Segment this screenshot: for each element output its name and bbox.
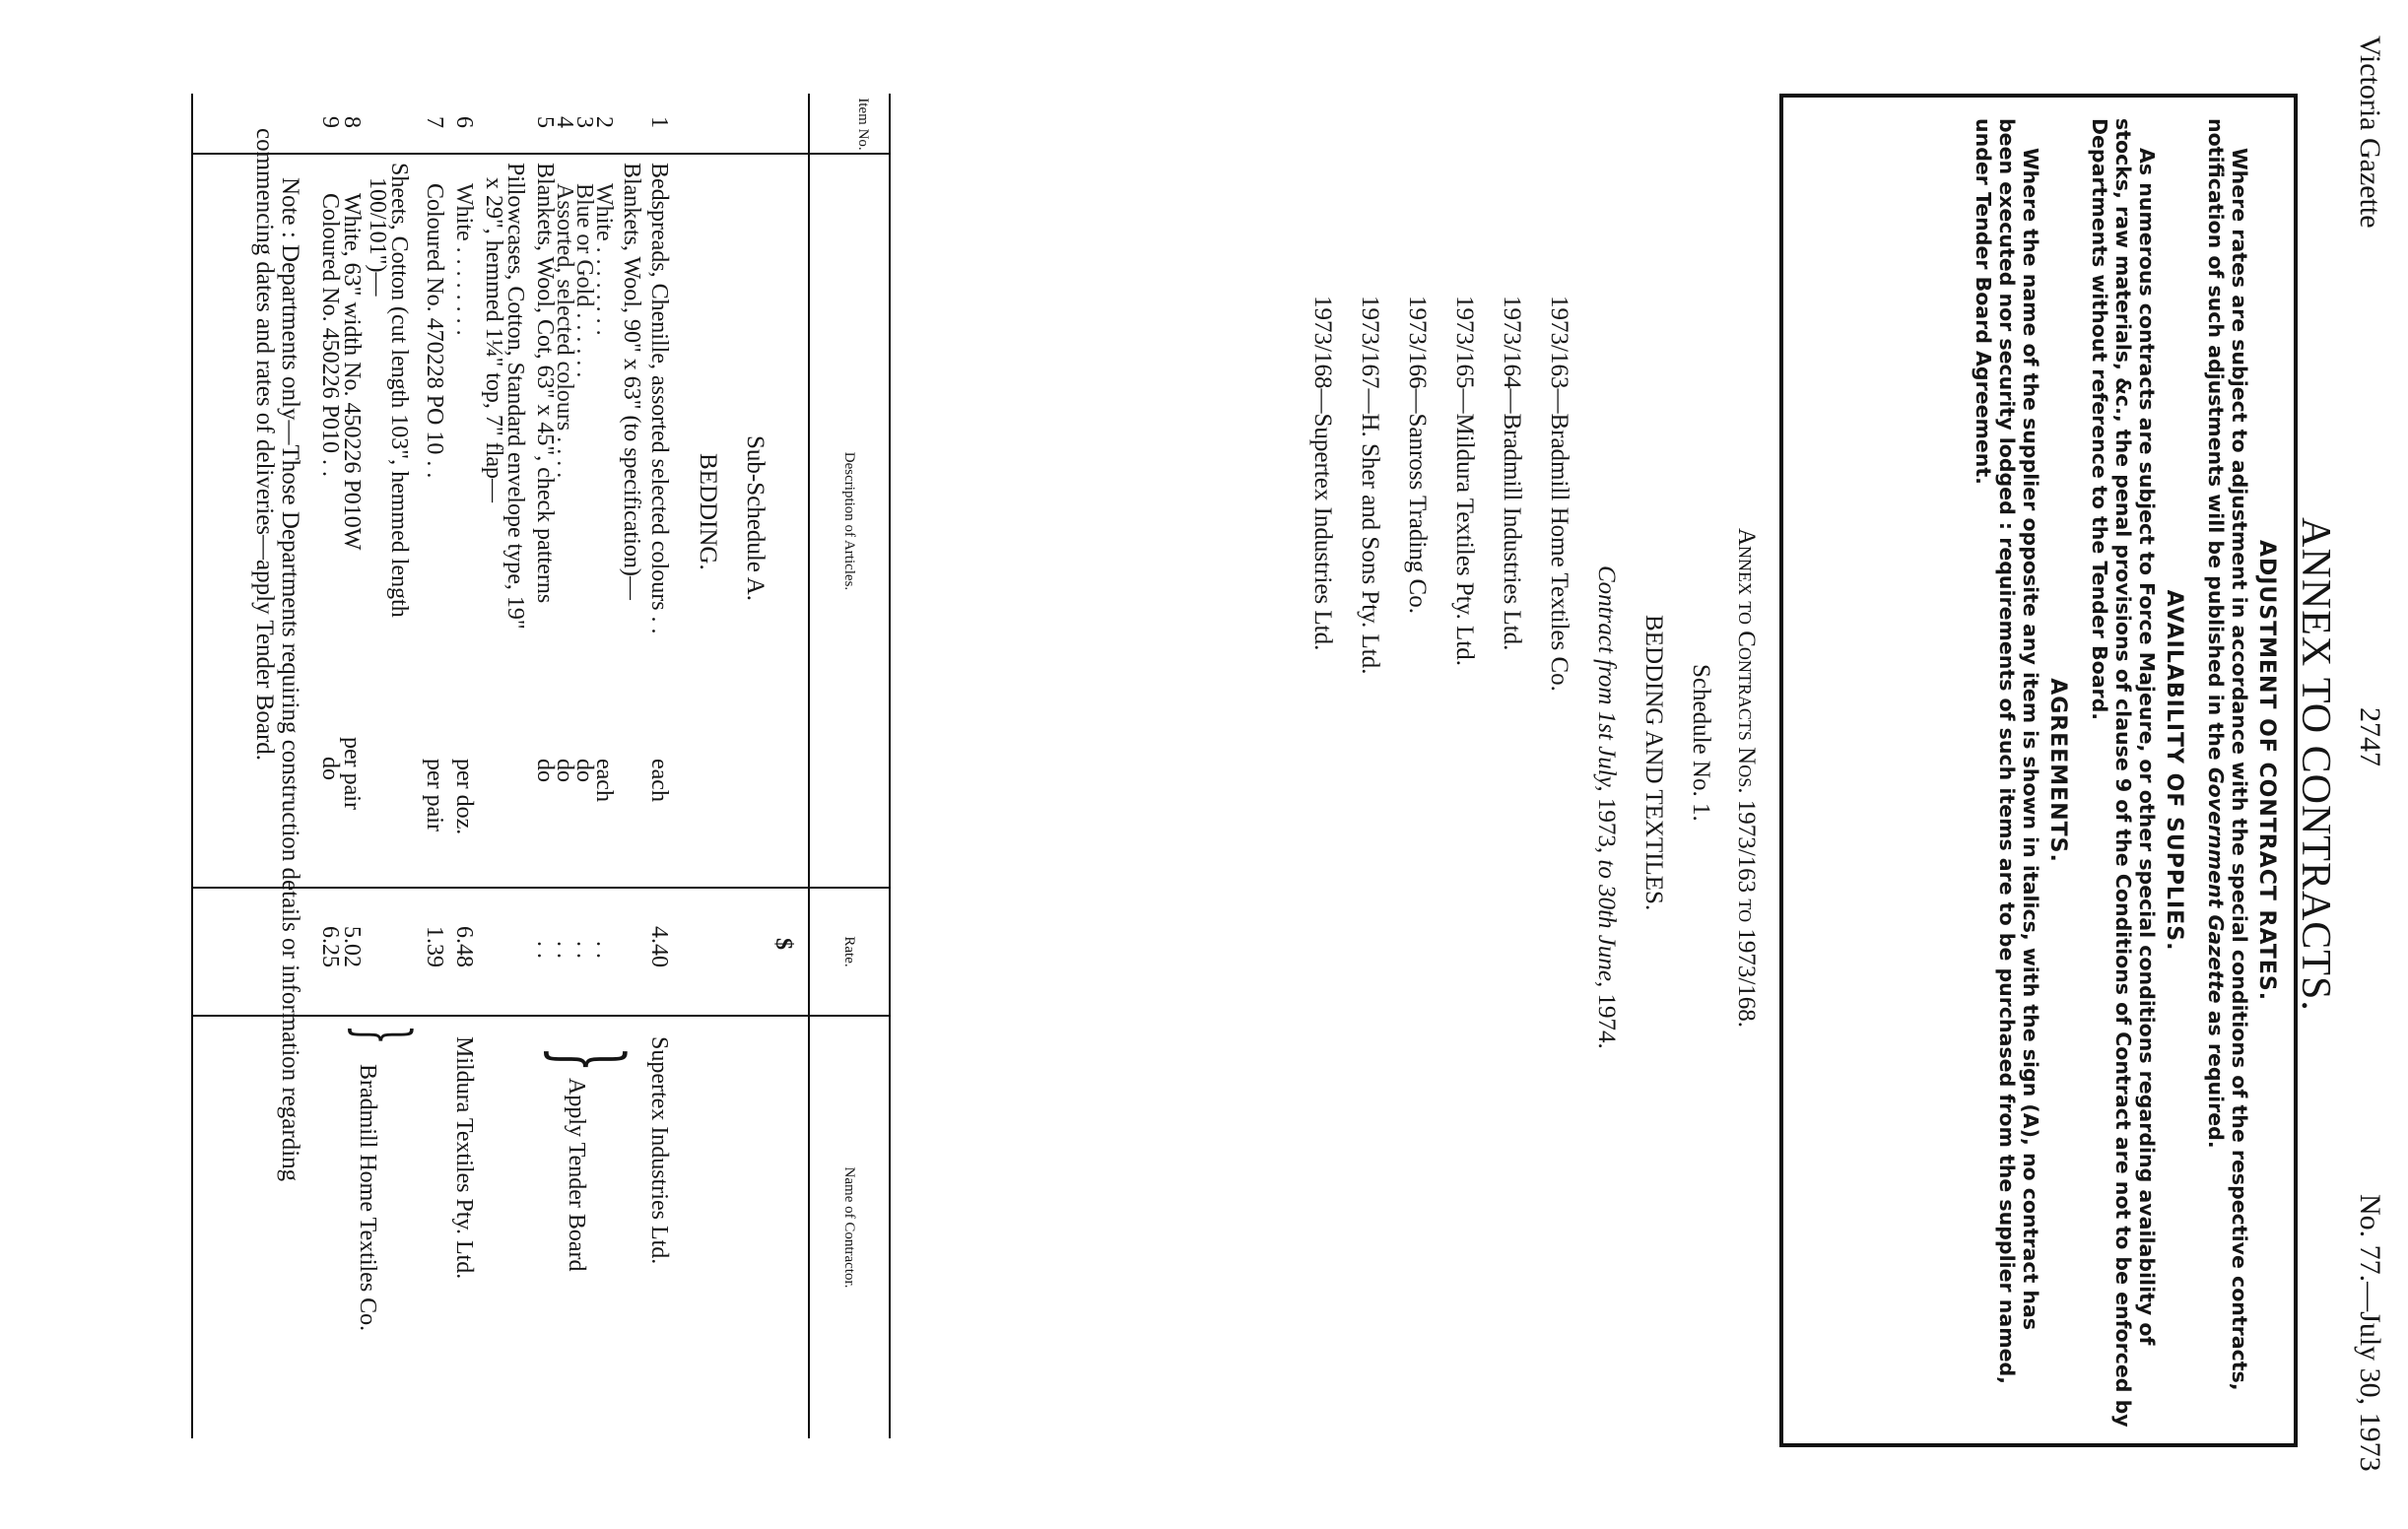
article-description: White, 63" width No. 450226 P010W (339, 193, 365, 551)
article-description: White . . . . . . . . (591, 183, 617, 336)
contract-period: Contract from 1st July, 1973, to 30th June, 1974. (1593, 565, 1620, 1049)
notice-box (1779, 94, 2298, 1447)
col-header-rate: Rate. (841, 936, 857, 967)
contractor-name: Bradmill Home Textiles Co. (355, 1064, 380, 1332)
notice-line: been executed nor security lodged : requirements of such items are to be purchased from the supplier named, (1995, 118, 2019, 1384)
contract-entry: 1973/163—Bradmill Home Textiles Co. (1546, 296, 1572, 692)
article-description: Assorted, selected colours . . . . (552, 183, 577, 479)
rate: 1.39 (422, 926, 447, 967)
rate: 4.40 (646, 926, 672, 967)
item-number: 3 (571, 116, 597, 128)
unit: do (552, 759, 577, 782)
table-header-rule (808, 94, 810, 1438)
rate: . . (552, 941, 577, 959)
rate: 6.25 (317, 926, 343, 967)
item-number: 7 (422, 116, 447, 128)
currency-symbol: $ (770, 938, 796, 950)
contract-entry: 1973/168—Supertex Industries Ltd. (1309, 296, 1336, 651)
article-description: Sheets, Cotton (cut length 103", hemmed length (386, 163, 412, 618)
article-description: Blankets, Wool, 90" x 63" (to specification)— (619, 163, 644, 600)
col-header-description: Description of Articles. (841, 451, 857, 591)
page-title: ANNEX TO CONTRACTS. (2293, 517, 2338, 1012)
sub-schedule-label: Sub-Schedule A. (742, 435, 769, 602)
notice-heading-agreements: AGREEMENTS. (2045, 678, 2070, 863)
item-number: 6 (451, 116, 477, 128)
table-top-rule (889, 94, 891, 1438)
rate: . . (591, 941, 617, 959)
category-heading: BEDDING AND TEXTILES. (1640, 615, 1667, 911)
notice-line: under Tender Board Agreement. (1972, 118, 1995, 485)
article-description: Coloured No. 470228 PO 10 . . (422, 183, 447, 479)
contract-entry: 1973/166—Sanross Trading Co. (1404, 296, 1431, 614)
unit: do (571, 759, 597, 782)
article-description: x 29", hemmed 1¼" top, 7" flap— (481, 177, 506, 503)
notice-line: Departments without reference to the Tender Board. (2088, 118, 2111, 721)
unit: each (646, 759, 672, 802)
article-description: Pillowcases, Cotton, Standard envelope type, 19" (502, 163, 528, 630)
item-number: 9 (317, 116, 343, 128)
article-description: Coloured No. 450226 P010 . . (317, 193, 343, 477)
article-description: White . . . . . . . . (451, 183, 477, 336)
table-col-rule (193, 153, 891, 155)
contract-entry: 1973/164—Bradmill Industries Ltd. (1499, 296, 1525, 651)
gazette-name: Victoria Gazette (2354, 35, 2386, 229)
brace-bracket: } (537, 1046, 642, 1073)
footnote-line: commencing dates and rates of deliveries—apply Tender Board. (251, 128, 278, 762)
notice-line: Where the name of the supplier opposite any item is shown in italics, with the sign (A), no contract has (2019, 148, 2042, 1331)
unit: do (532, 759, 558, 782)
article-description: Bedspreads, Chenille, assorted selected colours . . (646, 163, 672, 634)
contract-entry: 1973/167—H. Sher and Sons Pty. Ltd. (1357, 296, 1383, 675)
table-bottom-rule (191, 94, 193, 1438)
rate: 6.48 (451, 926, 477, 967)
unit: do (317, 757, 343, 780)
unit: per pair (422, 759, 447, 831)
unit: per pair (339, 737, 365, 810)
page-number: 2747 (2354, 707, 2386, 766)
notice-line: Where rates are subject to adjustment in accordance with the special conditions of the respective contracts, (2228, 148, 2251, 1391)
notice-heading-adjustment: ADJUSTMENT OF CONTRACT RATES. (2254, 539, 2279, 1002)
rate: 5.02 (339, 926, 365, 967)
col-header-contractor: Name of Contractor. (841, 1166, 857, 1289)
item-number: 8 (339, 116, 365, 128)
section-heading: BEDDING. (695, 453, 721, 570)
item-number: 5 (532, 116, 558, 128)
contractor-name: Supertex Industries Ltd. (646, 1036, 672, 1265)
schedule-label: Schedule No. 1. (1688, 664, 1714, 822)
brace-bracket: } (343, 1025, 426, 1045)
notice-line: stocks, raw materials, &c., the penal provisions of clause 9 of the Conditions of Contract are not to be enforced by (2111, 118, 2135, 1428)
footnote-line: Note : Departments only—Those Departments requiring construction details or information regarding (277, 177, 303, 1182)
notice-heading-availability: AVAILABILITY OF SUPPLIES. (2162, 589, 2186, 952)
unit: per doz. (451, 759, 477, 835)
contractor-name: Apply Tender Board (564, 1078, 589, 1272)
contractor-name: Mildura Textiles Pty. Ltd. (451, 1036, 477, 1280)
col-header-item: Item No. (855, 98, 871, 151)
annex-heading: Annex to Contracts Nos. 1973/163 to 1973/168. (1733, 528, 1760, 1029)
contract-entry: 1973/165—Mildura Textiles Pty. Ltd. (1451, 296, 1478, 667)
article-description: 100/101")— (365, 177, 390, 297)
rate: . . (571, 941, 597, 959)
item-number: 4 (552, 116, 577, 128)
issue-date: No. 77.—July 30, 1973 (2354, 1194, 2386, 1472)
notice-line: notification of such adjustments will be published in the Government Gazette as required. (2204, 118, 2228, 1149)
rate: . . (532, 941, 558, 959)
unit: each (591, 759, 617, 802)
article-description: Blue or Gold . . . . . . (571, 183, 597, 378)
article-description: Blankets, Wool, Cot, 63" x 45", check patterns (532, 163, 558, 604)
notice-line: As numerous contracts are subject to Force Majeure, or other special conditions regarding availability of (2135, 148, 2159, 1346)
item-number: 2 (591, 116, 617, 128)
item-number: 1 (646, 116, 672, 128)
